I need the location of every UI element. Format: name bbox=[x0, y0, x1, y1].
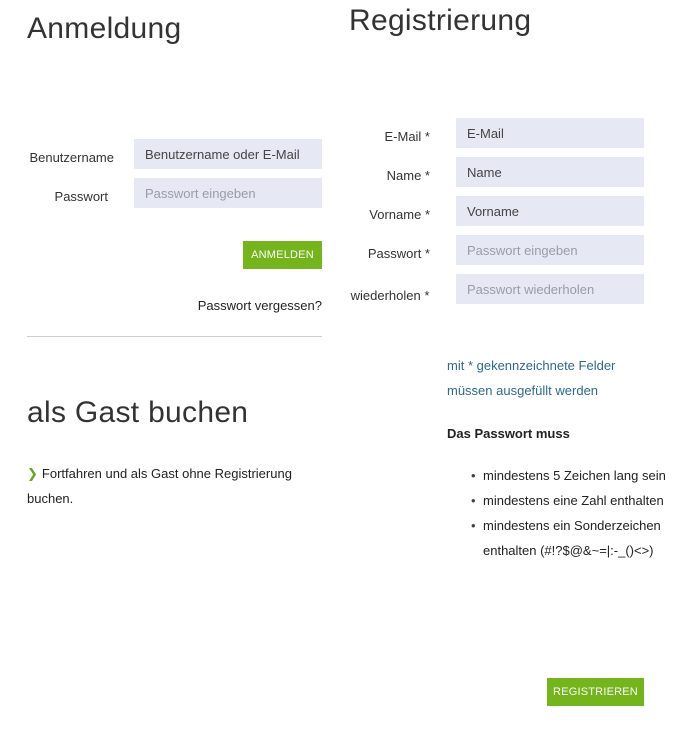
repeat-password-label: wiederholen * bbox=[350, 288, 430, 303]
password-rule: • mindestens eine Zahl enthalten bbox=[483, 488, 677, 513]
login-divider bbox=[27, 336, 322, 337]
email-input[interactable] bbox=[456, 118, 644, 148]
password-rule: • mindestens ein Sonderzeichen enthalten (#!?$@&~=|:-_()<>) bbox=[483, 513, 677, 563]
username-label: Benutzername bbox=[29, 150, 114, 165]
email-label: E-Mail * bbox=[384, 129, 430, 144]
password-input[interactable] bbox=[134, 178, 322, 208]
firstname-input[interactable] bbox=[456, 196, 644, 226]
reg-password-label: Passwort * bbox=[367, 246, 430, 261]
reg-password-input[interactable] bbox=[456, 235, 644, 265]
password-rules-heading: Das Passwort muss bbox=[447, 426, 570, 441]
register-button[interactable]: REGISTRIEREN bbox=[547, 678, 644, 706]
password-rule: • mindestens 5 Zeichen lang sein bbox=[483, 463, 677, 488]
guest-title: als Gast buchen bbox=[27, 396, 249, 429]
password-rules-list bbox=[447, 463, 677, 563]
login-title: Anmeldung bbox=[27, 12, 182, 45]
login-button[interactable]: ANMELDEN bbox=[243, 241, 322, 269]
password-label: Passwort bbox=[54, 189, 108, 204]
firstname-label: Vorname * bbox=[369, 207, 430, 222]
name-label: Name * bbox=[386, 168, 430, 183]
guest-continue-link[interactable] bbox=[27, 461, 317, 511]
username-input[interactable] bbox=[134, 139, 322, 169]
required-fields-note: mit * gekennzeichnete Felder müssen ausgefüllt werden bbox=[447, 358, 616, 398]
chevron-right-icon: ❯ bbox=[27, 466, 38, 481]
repeat-password-input[interactable] bbox=[456, 274, 644, 304]
register-title: Registrierung bbox=[349, 4, 532, 37]
guest-link-text: Fortfahren und als Gast ohne Registrierung buchen. bbox=[27, 466, 292, 506]
forgot-password-link[interactable]: Passwort vergessen? bbox=[197, 298, 322, 313]
name-input[interactable] bbox=[456, 157, 644, 187]
